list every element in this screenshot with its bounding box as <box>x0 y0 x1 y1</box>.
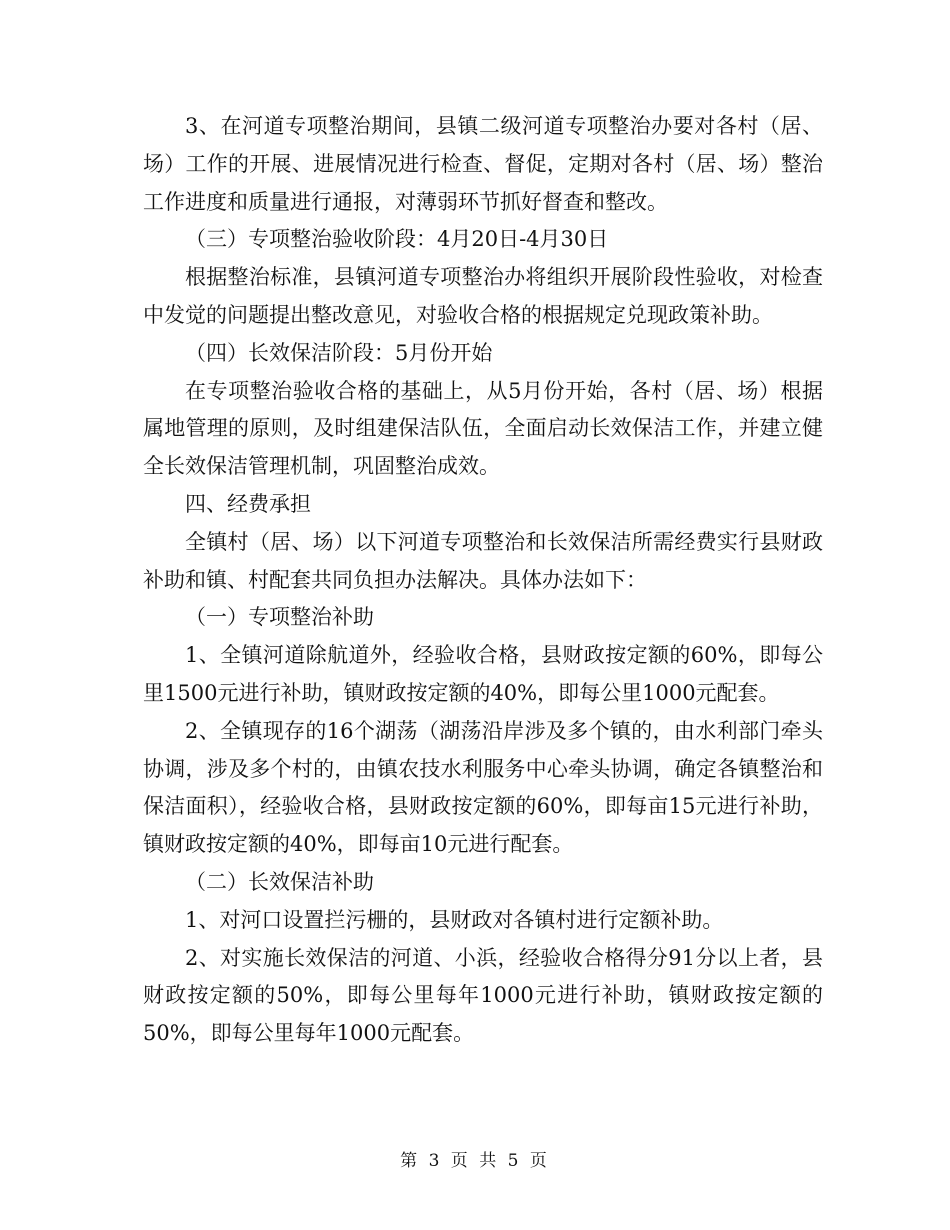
paragraph-acceptance: 根据整治标准，县镇河道专项整治办将组织开展阶段性验收，对检查中发觉的问题提出整改意见，对验收合格的根据规定兑现政策补助。 <box>143 265 823 327</box>
paragraph-cleaning: 在专项整治验收合格的基础上，从5月份开始，各村（居、场）根据属地管理的原则，及时组建保洁队伍，全面启动长效保洁工作，并建立健全长效保洁管理机制，巩固整治成效。 <box>143 378 823 479</box>
paragraph-lake-subsidy: 2、全镇现存的16个湖荡（湖荡沿岸涉及多个镇的，由水利部门牵头协调，涉及多个村的，由镇农技水利服务中心牵头协调，确定各镇整治和保洁面积），经验收合格，县财政按定额的60%，即每亩15元进行补助，镇财政按定额的40%，即每亩10元进行配套。 <box>143 718 823 857</box>
heading-cleaning-subsidy: （二）长效保洁补助 <box>185 869 374 894</box>
heading-cleaning-stage: （四）长效保洁阶段：5月份开始 <box>185 340 493 365</box>
heading-special-subsidy: （一）专项整治补助 <box>185 605 374 630</box>
paragraph-river-subsidy: 1、全镇河道除航道外，经验收合格，县财政按定额的60%，即每公里1500元进行补助，镇财政按定额的40%，即每公里1000元配套。 <box>143 643 823 705</box>
paragraph-funding: 全镇村（居、场）以下河道专项整治和长效保洁所需经费实行县财政补助和镇、村配套共同负担办法解决。具体办法如下： <box>143 529 823 592</box>
paragraph-inspection: 3、在河道专项整治期间，县镇二级河道专项整治办要对各村（居、场）工作的开展、进展情况进行检查、督促，定期对各村（居、场）整治工作进度和质量进行通报，对薄弱环节抓好督查和整改。 <box>143 114 823 214</box>
heading-acceptance-stage: （三）专项整治验收阶段：4月20日-4月30日 <box>185 227 609 252</box>
page-number-footer: 第 3 页 共 5 页 <box>400 1151 550 1171</box>
heading-funding: 四、经费承担 <box>185 491 311 516</box>
document-body <box>143 108 823 1053</box>
paragraph-long-term-subsidy: 2、对实施长效保洁的河道、小浜，经验收合格得分91分以上者，县财政按定额的50%，即每公里每年1000元进行补助，镇财政按定额的50%，即每公里每年1000元配套。 <box>143 945 823 1046</box>
paragraph-trash-rack: 1、对河口设置拦污栅的，县财政对各镇村进行定额补助。 <box>185 907 724 932</box>
